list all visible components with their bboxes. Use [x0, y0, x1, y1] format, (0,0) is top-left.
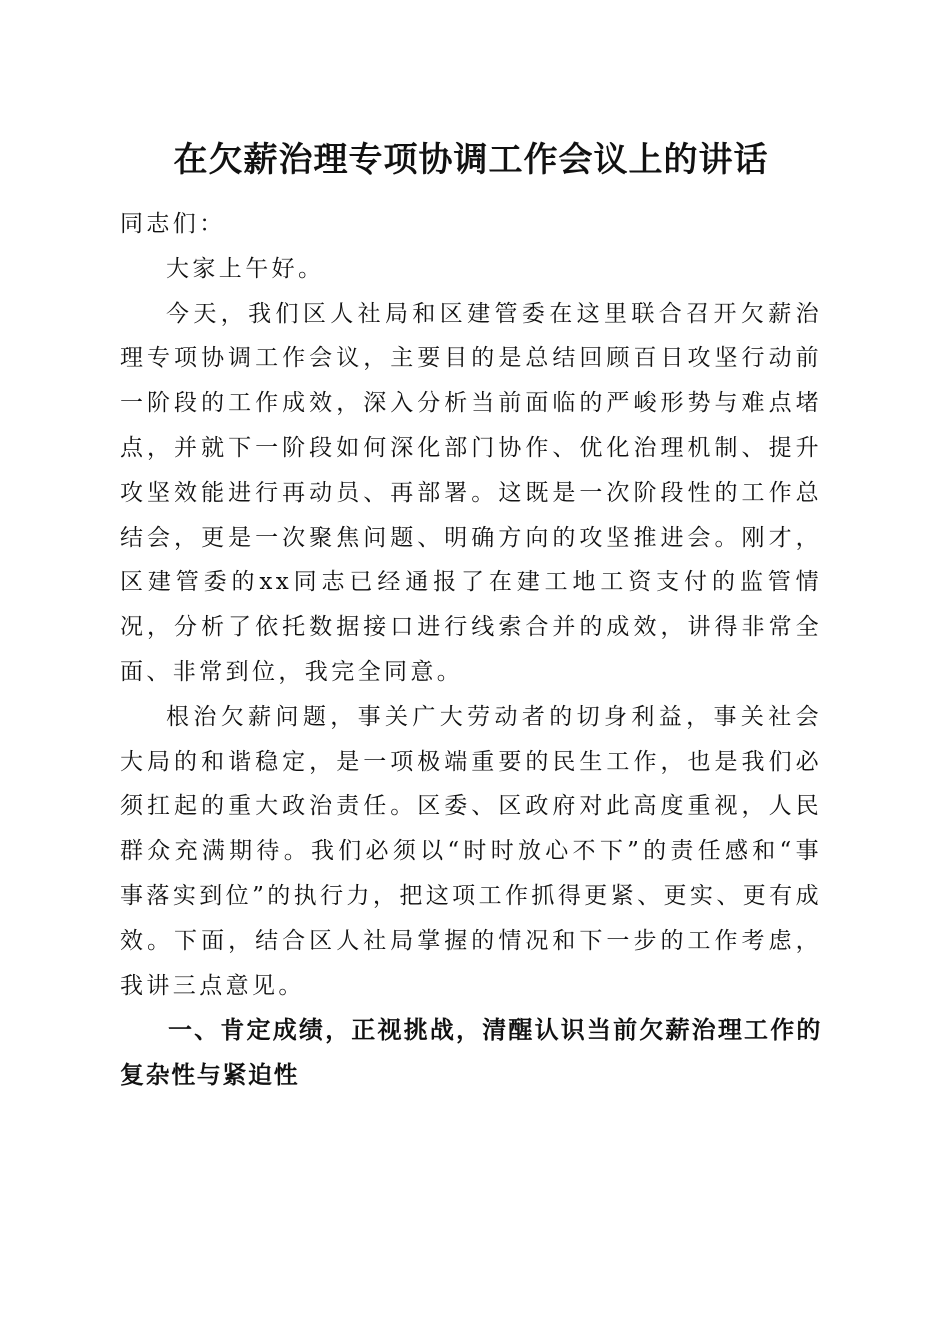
document-body [120, 202, 822, 1098]
paragraph-introduction: 今天，我们区人社局和区建管委在这里联合召开欠薪治理专项协调工作会议，主要目的是总结回顾百日攻坚行动前一阶段的工作成效，深入分析当前面临的严峻形势与难点堵点，并就下一阶段如何深化部门协作、优化治理机制、提升攻坚效能进行再动员、再部署。这既是一次阶段性的工作总结会，更是一次聚焦问题、明确方向的攻坚推进会。刚才，区建管委的xx同志已经通报了在建工地工资支付的监管情况，分析了依托数据接口进行线索合并的成效，讲得非常全面、非常到位，我完全同意。 [120, 300, 822, 685]
section-heading-one: 一、肯定成绩，正视挑战，清醒认识当前欠薪治理工作的复杂性与紧迫性 [120, 1016, 822, 1090]
paragraph-significance: 根治欠薪问题，事关广大劳动者的切身利益，事关社会大局的和谐稳定，是一项极端重要的民生工作，也是我们必须扛起的重大政治责任。区委、区政府对此高度重视，人民群众充满期待。我们必须以“时时放心不下”的责任感和“事事落实到位”的执行力，把这项工作抓得更紧、更实、更有成效。下面，结合区人社局掌握的情况和下一步的工作考虑，我讲三点意见。 [120, 703, 822, 999]
document-page [120, 0, 822, 1344]
paragraph-greeting: 大家上午好。 [166, 255, 325, 282]
salutation: 同志们： [120, 211, 226, 237]
document-title: 在欠薪治理专项协调工作会议上的讲话 [173, 140, 769, 180]
